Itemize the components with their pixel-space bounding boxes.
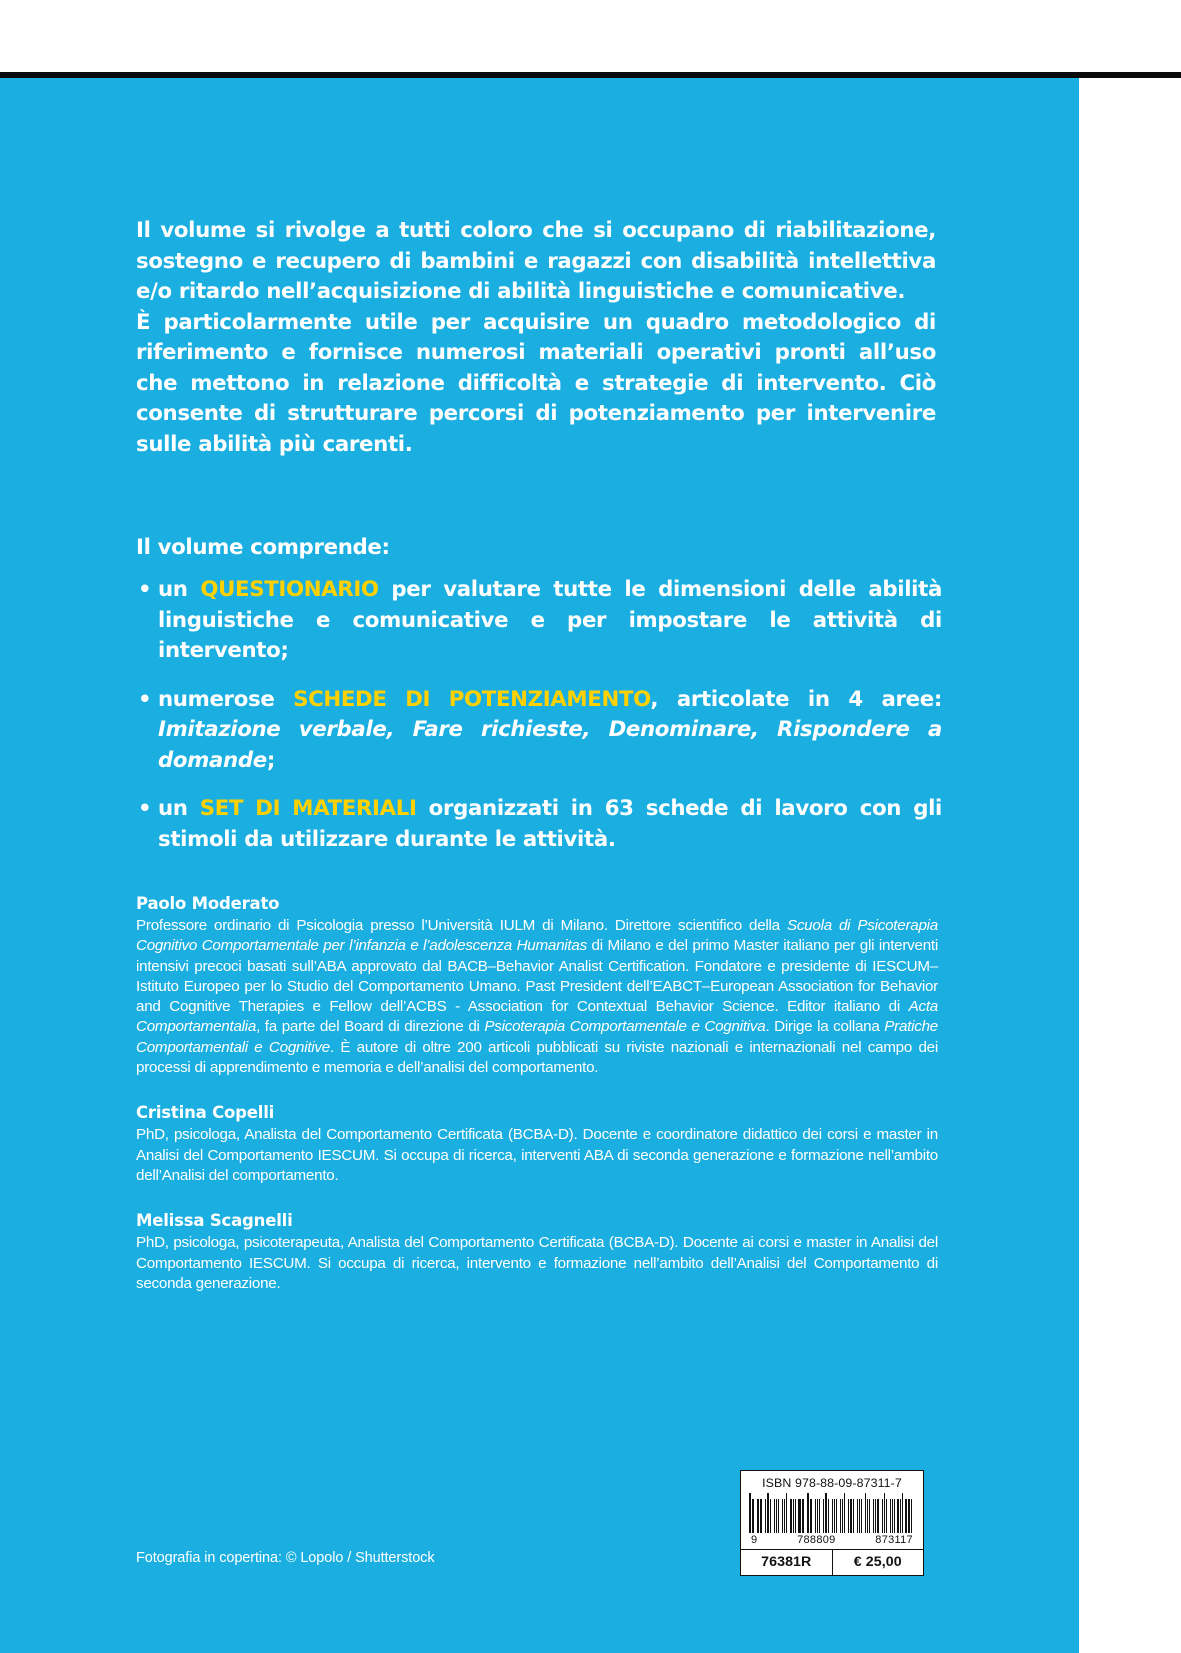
barcode-gap [896,1493,897,1533]
barcode-bar [894,1499,895,1533]
isbn-barcode-block [740,1470,924,1576]
barcode-gap [880,1493,881,1533]
barcode-bar [877,1499,879,1533]
barcode-digit-prefix: 9 [751,1534,758,1546]
barcode-bar [902,1493,903,1533]
barcode-bar [803,1499,804,1533]
barcode-bar [857,1499,858,1533]
barcode-gap [772,1493,773,1533]
barcode-bar [810,1499,811,1533]
barcode-bar [819,1499,821,1533]
barcode-bar [784,1499,785,1533]
author-bio [136,1125,938,1186]
barcode-bar [892,1499,893,1533]
features-bullet-list [136,575,942,855]
barcode-bar [853,1499,854,1533]
barcode-bar [850,1499,852,1533]
bio-text-run: PhD, psicologa, psicoterapeuta, Analista del Comportamento Certificata (BCBA-D). Docente ai corsi e master in Analisi del Comportamento IESCUM. Si occupa di ricerca, intervento e formazione nell’ambito dell’Analisi del Comportamento di seconda generazione. [136,1234,938,1292]
bio-text-run: di Milano e del primo Master italiano per gli interventi intensivi precoci basati sull’ABA approvato dal BACB–Behavior Analist Certification. Fondatore e presidente di IESCUM–Istituto Europeo per lo Studio del Comportamento Umano. Past President dell’EABCT–European Association for Behavior and Cognitive Therapies e Fellow dell’ACBS - Association for Contextual Behavior Science. Editor italiano di [136,937,939,1016]
bio-text-run: Acta Comportamentalia [136,998,938,1036]
barcode-gap [863,1493,864,1533]
bio-text-run: . È autore di oltre 200 articoli pubblicati su riviste nazionali e internazionali nel campo dei processi di apprendimento e memoria e dell’analisi del comportamento. [136,1038,938,1077]
barcode-gap [805,1493,806,1533]
bio-text-run: PhD, psicologa, Analista del Comportamento Certificata (BCBA-D). Docente e coordinatore didattico dei corsi e master in Analisi del Comportamento IESCUM. Si occupa di ricerca, interventi ABA di seconda generazione e formazione nell’ambito dell’Analisi del comportamento. [136,1126,938,1184]
barcode-bar [873,1499,874,1533]
blurb-paragraph-2: È particolarmente utile per acquisire un quadro metodologico di riferimento e fornisce numerosi materiali operativi pronti all’uso che mettono in relazione difficoltà e strategie di intervento. Ciò consente di strutturare percorsi di potenziamento per intervenire sulle abilità più carenti. [136,309,936,457]
barcode-bar [911,1499,912,1533]
list-item [136,794,942,855]
barcode-bar [811,1499,812,1533]
barcode-gap [838,1493,839,1533]
barcode-bar [765,1499,766,1533]
author-block-scagnelli [136,1210,938,1294]
barcode-bar [882,1499,883,1533]
bullet-text-part-1: numerose [158,686,294,712]
barcode-bar [836,1499,838,1533]
bullet-text-part-2: per valutare tutte le dimensioni delle abilità linguistiche e comunicative e per impostare le attività di intervento; [158,577,942,663]
barcode-bar [817,1499,818,1533]
cover-background-panel [0,78,1079,1653]
barcode-gap [855,1493,856,1533]
barcode-bar [790,1499,792,1533]
barcode-bar [825,1493,827,1533]
bullet-highlight-schede: SCHEDE DI POTENZIAMENTO [293,686,651,712]
bullet-italic-areas: Imitazione verbale, Fare richieste, Denominare, Rispondere a domande [158,717,942,773]
bullet-text-part-3: ; [266,747,276,773]
author-name: Melissa Scagnelli [136,1211,293,1231]
barcode-gap [796,1493,797,1533]
barcode-bar [786,1493,788,1533]
barcode-bar [869,1499,871,1533]
barcode-bar [823,1499,824,1533]
bullet-text-part-1: un [158,796,200,821]
barcode-digit-group-right: 873117 [875,1534,913,1546]
barcode-bar [793,1499,794,1533]
author-name: Cristina Copelli [136,1103,275,1123]
author-bio [136,1233,938,1294]
barcode-bar [859,1499,860,1533]
author-block-moderato [136,893,938,1078]
right-white-margin [1079,78,1181,1653]
bullet-text-part-2: organizzati in 63 schede di lavoro con gli stimoli da utilizzare durante le attività. [158,796,942,852]
barcode-bar [760,1499,761,1533]
author-block-copelli [136,1102,938,1186]
bio-text-run: , fa parte del Board di direzione di [256,1018,485,1036]
barcode-bar [897,1499,899,1533]
barcode-bar [828,1499,829,1533]
bio-text-run: Psicoterapia Comportamentale e Cognitiva [484,1018,766,1036]
barcode-bar [778,1499,779,1533]
barcode-bar [867,1499,868,1533]
bullet-dot-icon: • [138,577,152,602]
barcode-gap [821,1493,822,1533]
barcode-bar [815,1499,816,1533]
barcode-gap [813,1493,814,1533]
barcode-bar [770,1499,771,1533]
barcode-bar [875,1499,876,1533]
bullet-text-part-1: un [158,577,201,602]
barcode-bar [832,1499,833,1533]
barcode-gap [830,1493,831,1533]
barcode-bar [900,1499,901,1533]
barcode-bar [776,1499,778,1533]
barcode-bar [807,1493,809,1533]
barcode-gap [846,1493,847,1533]
barcode-bar [908,1499,910,1533]
barcode-bar [802,1499,803,1533]
bio-text-run: Pratiche Comportamentali e Cognitive [136,1018,938,1056]
bullet-highlight-set-materiali: SET DI MATERIALI [199,796,417,821]
isbn-number-label: ISBN 978-88-09-87311-7 [762,1476,902,1490]
authors-section [136,893,938,1294]
barcode-bar [774,1499,775,1533]
barcode-digit-group-left: 788809 [797,1534,836,1546]
barcode-bar [848,1499,849,1533]
barcode-gap [763,1493,764,1533]
bullet-dot-icon: • [138,796,152,821]
barcode-gap [913,1493,914,1533]
author-name: Paolo Moderato [136,894,280,913]
barcode-bar [757,1499,759,1533]
bullet-text-part-2: , articolate in 4 aree: [650,686,942,712]
barcode-gap [788,1493,789,1533]
photo-credit-line: Fotografia in copertina: © Lopolo / Shutterstock [136,1550,435,1566]
barcode-gap [780,1493,781,1533]
barcode-bar [782,1499,783,1533]
barcode-bar [886,1499,888,1533]
barcode-bar [767,1493,769,1533]
barcode-gap [888,1493,889,1533]
blurb-section [136,216,936,460]
barcode-gap [904,1493,905,1533]
barcode-bar [761,1499,762,1533]
comprende-heading: Il volume comprende: [136,535,390,560]
bullet-dot-icon: • [138,686,152,712]
barcode-digits [741,1533,923,1549]
barcode-bar [798,1499,800,1533]
list-item [136,575,942,667]
author-bio [136,916,938,1078]
barcode-bar [752,1499,753,1533]
barcode-bar [890,1499,891,1533]
barcode-footer-row [741,1549,923,1575]
list-item [136,685,942,777]
barcode-bar [842,1499,843,1533]
bio-text-run: Scuola di Psicoterapia Cognitivo Comportamentale per l’infanzia e l’adolescenza Humanitas [136,917,938,955]
barcode-bar [753,1499,754,1533]
product-code: 76381R [741,1550,833,1575]
barcode-bar [844,1493,846,1533]
barcode-bar [834,1499,835,1533]
barcode-bar [905,1499,907,1533]
barcode-bars [741,1493,923,1533]
barcode-bar [861,1499,863,1533]
barcode-bar [795,1499,796,1533]
barcode-gap [755,1493,756,1533]
barcode-bar [884,1493,885,1533]
price-label: € 25,00 [853,1554,902,1570]
bullet-highlight-questionario: QUESTIONARIO [200,577,379,602]
barcode-gap [871,1493,872,1533]
barcode-bar [749,1493,751,1533]
bio-text-run: Professore ordinario di Psicologia presso l’Università IULM di Milano. Direttore scientifico della [136,917,787,934]
barcode-bar [865,1493,866,1533]
blurb-paragraph-1: Il volume si rivolge a tutti coloro che si occupano di riabilitazione, sostegno e recupero di bambini e ragazzi con disabilità intellettiva e/o ritardo nell’acquisizione di abilità linguistiche e comunicative. [136,218,936,304]
bio-text-run: . Dirige la collana [765,1018,885,1036]
barcode-bar [840,1499,841,1533]
